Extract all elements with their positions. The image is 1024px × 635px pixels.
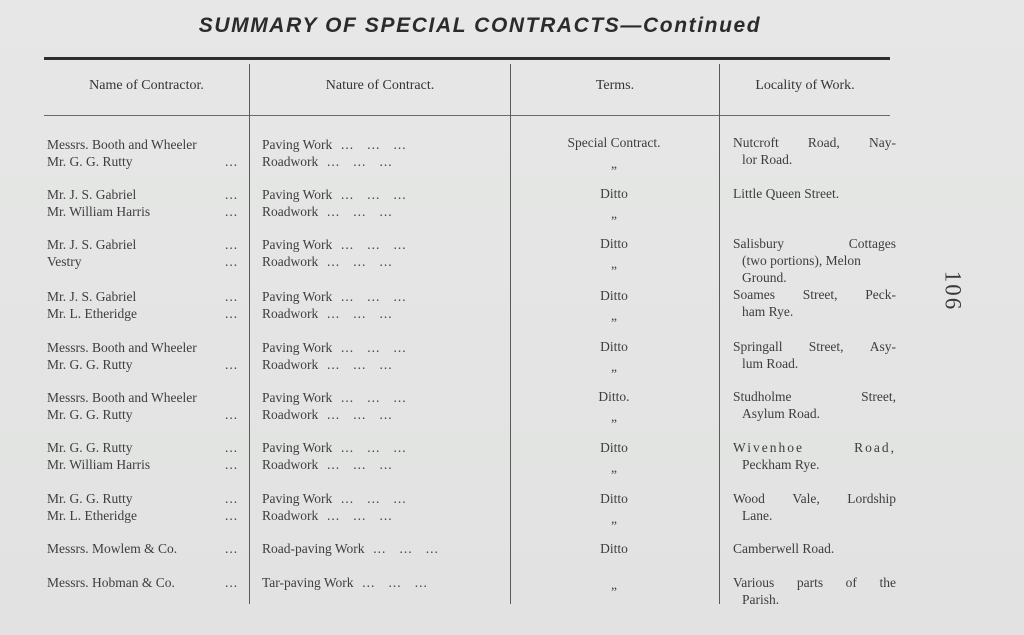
leader-dots: ... [225, 508, 239, 523]
nature-text: Road-paving Work [262, 541, 365, 556]
nature-text: Roadwork [262, 254, 319, 269]
terms-cell: „ [611, 206, 617, 221]
nature-cell [262, 203, 393, 220]
terms-cell: „ [611, 511, 617, 526]
nature-cell [262, 186, 407, 203]
leader-dots: ... ... ... [318, 204, 393, 219]
locality-cell [733, 185, 896, 202]
leader-dots: ... ... ... [364, 541, 439, 556]
locality-line: lum Road. [742, 356, 799, 371]
locality-line: Ground. [742, 270, 787, 285]
locality-line: Wood Vale, Lordship [733, 491, 896, 506]
header-terms: Terms. [595, 78, 635, 93]
locality-cell [733, 540, 896, 557]
contractor-cell: Messrs. Hobman & Co. ... [47, 575, 239, 590]
locality-cell [733, 286, 896, 320]
column-divider [719, 64, 720, 604]
terms-cell: Ditto [600, 491, 628, 506]
leader-dots: ... ... ... [332, 491, 407, 506]
nature-text: Roadwork [262, 204, 319, 219]
contractor-cell: Messrs. Booth and Wheeler [47, 340, 197, 355]
nature-text: Paving Work [262, 440, 333, 455]
locality-line: (two portions), Melon [742, 253, 861, 268]
leader-dots: ... [225, 237, 239, 252]
nature-text: Paving Work [262, 289, 333, 304]
page-number: 106 [940, 270, 966, 312]
locality-line: Studholme Street, [733, 389, 896, 404]
locality-cell [733, 235, 896, 286]
leader-dots: ... [225, 154, 239, 169]
contractor-cell: Mr. G. G. Rutty ... [47, 407, 239, 422]
terms-cell: „ [611, 577, 617, 592]
contractor-cell: Mr. J. S. Gabriel ... [47, 237, 239, 252]
locality-line: Asylum Road. [742, 406, 821, 421]
nature-cell [262, 136, 407, 153]
locality-cell [733, 574, 896, 608]
contractor-cell: Vestry ... [47, 254, 239, 269]
terms-cell: „ [611, 460, 617, 475]
terms-cell: „ [611, 308, 617, 323]
leader-dots: ... [225, 306, 239, 321]
leader-dots: ... [225, 407, 239, 422]
nature-cell [262, 305, 393, 322]
nature-cell [262, 356, 393, 373]
terms-cell: „ [611, 256, 617, 271]
leader-dots: ... [225, 254, 239, 269]
nature-text: Roadwork [262, 306, 319, 321]
terms-cell: „ [611, 359, 617, 374]
terms-cell: „ [611, 156, 617, 171]
locality-line: lor Road. [742, 152, 793, 167]
nature-cell [262, 406, 393, 423]
header-bottom-rule [44, 115, 890, 116]
nature-text: Paving Work [262, 137, 333, 152]
leader-dots: ... ... ... [318, 508, 393, 523]
page-title: SUMMARY OF SPECIAL CONTRACTS—Continued [198, 14, 762, 37]
locality-line: Nutcroft Road, Nay- [733, 135, 896, 150]
locality-line: Wivenhoe Road, [733, 440, 896, 455]
nature-text: Roadwork [262, 457, 319, 472]
leader-dots: ... ... ... [318, 407, 393, 422]
header-top-rule [44, 57, 890, 60]
locality-cell [733, 338, 896, 372]
locality-line: Salisbury Cottages [733, 236, 896, 251]
leader-dots: ... ... ... [332, 137, 407, 152]
locality-line: Lane. [742, 508, 773, 523]
leader-dots: ... [225, 575, 239, 590]
leader-dots: ... [225, 440, 239, 455]
locality-line: Little Queen Street. [733, 186, 840, 201]
nature-cell [262, 153, 393, 170]
leader-dots: ... ... ... [318, 357, 393, 372]
nature-text: Paving Work [262, 187, 333, 202]
contractor-cell: Mr. William Harris ... [47, 457, 239, 472]
leader-dots: ... ... ... [332, 390, 407, 405]
locality-line: ham Rye. [742, 304, 794, 319]
leader-dots: ... ... ... [353, 575, 428, 590]
terms-cell: Ditto [600, 288, 628, 303]
leader-dots: ... ... ... [332, 187, 407, 202]
leader-dots: ... ... ... [318, 306, 393, 321]
nature-cell [262, 339, 407, 356]
terms-cell: Ditto [600, 541, 628, 556]
leader-dots: ... ... ... [318, 154, 393, 169]
nature-cell [262, 540, 439, 557]
leader-dots: ... ... ... [332, 289, 407, 304]
nature-cell [262, 236, 407, 253]
nature-text: Paving Work [262, 340, 333, 355]
leader-dots: ... [225, 357, 239, 372]
leader-dots: ... ... ... [332, 340, 407, 355]
locality-line: Camberwell Road. [733, 541, 835, 556]
column-divider [249, 64, 250, 604]
terms-cell: Ditto [600, 236, 628, 251]
header-nature: Nature of Contract. [325, 78, 435, 93]
leader-dots: ... [225, 204, 239, 219]
leader-dots: ... [225, 457, 239, 472]
leader-dots: ... ... ... [332, 237, 407, 252]
locality-line: Springall Street, Asy- [733, 339, 896, 354]
contractor-cell: Mr. G. G. Rutty ... [47, 357, 239, 372]
terms-cell: Special Contract. [567, 135, 661, 150]
leader-dots: ... ... ... [318, 457, 393, 472]
nature-text: Roadwork [262, 508, 319, 523]
contractor-cell: Mr. J. S. Gabriel ... [47, 187, 239, 202]
leader-dots: ... [225, 491, 239, 506]
nature-cell [262, 507, 393, 524]
terms-cell: Ditto [600, 339, 628, 354]
nature-text: Paving Work [262, 491, 333, 506]
leader-dots: ... ... ... [332, 440, 407, 455]
contractor-cell: Mr. J. S. Gabriel ... [47, 289, 239, 304]
locality-line: Various parts of the [733, 575, 896, 590]
header-locality: Locality of Work. [755, 78, 855, 93]
nature-text: Roadwork [262, 154, 319, 169]
header-contractor: Name of Contractor. [89, 78, 204, 93]
contractor-cell: Mr. G. G. Rutty ... [47, 154, 239, 169]
locality-line: Peckham Rye. [742, 457, 820, 472]
contractor-cell: Messrs. Mowlem & Co. ... [47, 541, 239, 556]
locality-cell [733, 439, 896, 473]
nature-text: Paving Work [262, 390, 333, 405]
contractor-cell: Mr. William Harris ... [47, 204, 239, 219]
contractor-cell: Messrs. Booth and Wheeler [47, 390, 197, 405]
nature-cell [262, 490, 407, 507]
contractor-cell: Messrs. Booth and Wheeler [47, 137, 197, 152]
nature-cell [262, 253, 393, 270]
nature-cell [262, 439, 407, 456]
nature-cell [262, 456, 393, 473]
terms-cell: „ [611, 409, 617, 424]
leader-dots: ... [225, 541, 239, 556]
leader-dots: ... ... ... [318, 254, 393, 269]
locality-line: Parish. [742, 592, 780, 607]
contractor-cell: Mr. L. Etheridge ... [47, 306, 239, 321]
locality-line: Soames Street, Peck- [733, 287, 896, 302]
terms-cell: Ditto. [598, 389, 630, 404]
nature-text: Paving Work [262, 237, 333, 252]
terms-cell: Ditto [600, 186, 628, 201]
contractor-cell: Mr. G. G. Rutty ... [47, 491, 239, 506]
locality-cell [733, 134, 896, 168]
leader-dots: ... [225, 289, 239, 304]
nature-cell [262, 288, 407, 305]
nature-text: Roadwork [262, 407, 319, 422]
contractor-cell: Mr. G. G. Rutty ... [47, 440, 239, 455]
leader-dots: ... [225, 187, 239, 202]
nature-cell [262, 574, 428, 591]
nature-cell [262, 389, 407, 406]
contractor-cell: Mr. L. Etheridge ... [47, 508, 239, 523]
locality-cell [733, 490, 896, 524]
locality-cell [733, 388, 896, 422]
nature-text: Roadwork [262, 357, 319, 372]
terms-cell: Ditto [600, 440, 628, 455]
nature-text: Tar-paving Work [262, 575, 354, 590]
